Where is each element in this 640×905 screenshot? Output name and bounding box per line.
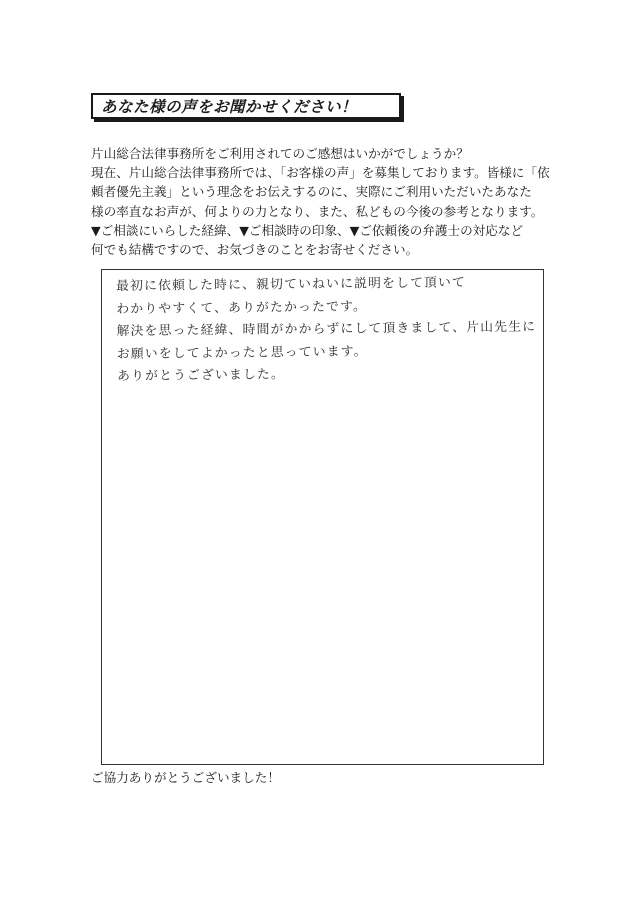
answer-line: 解決を思った経緯、時間がかからずにして頂きまして、片山先生に: [116, 319, 537, 339]
handwritten-answer: [116, 272, 537, 389]
intro-paragraph: [91, 144, 561, 259]
intro-line: 片山総合法律事務所をご利用されてのご感想はいかがでしょうか？: [91, 146, 469, 161]
answer-line: 最初に依頼した時に、親切ていねいに説明をして頂いて: [116, 275, 467, 294]
intro-line: ▼ご相談にいらした経緯、▼ご相談時の印象、▼ご依頼後の弁護士の対応など: [91, 222, 524, 238]
intro-line: 何でも結構ですので、お気づきのことをお寄せください。: [91, 242, 419, 258]
intro-line: 様の率直なお声が、何よりの力となり、また、私どもの今後の参考となります。: [91, 203, 544, 219]
answer-line: ありがとうございました。: [116, 367, 286, 384]
answer-line: お願いをしてよかったと思っています。: [116, 343, 368, 362]
page-title: あなた様の声をお聞かせください！: [101, 98, 358, 116]
intro-line: 現在、片山総合法律事務所では、「お客様の声」を募集しております。皆様に「依: [91, 165, 550, 181]
thank-you-footer: ご協力ありがとうございました！: [91, 770, 280, 785]
customer-answer-box: [101, 269, 544, 765]
page-title-box: [91, 93, 401, 119]
answer-line: わかりやすくて、ありがたかったです。: [116, 298, 368, 317]
intro-line: 頼者優先主義」という理念をお伝えするのに、実際にご利用いただいたあなた: [91, 184, 532, 200]
